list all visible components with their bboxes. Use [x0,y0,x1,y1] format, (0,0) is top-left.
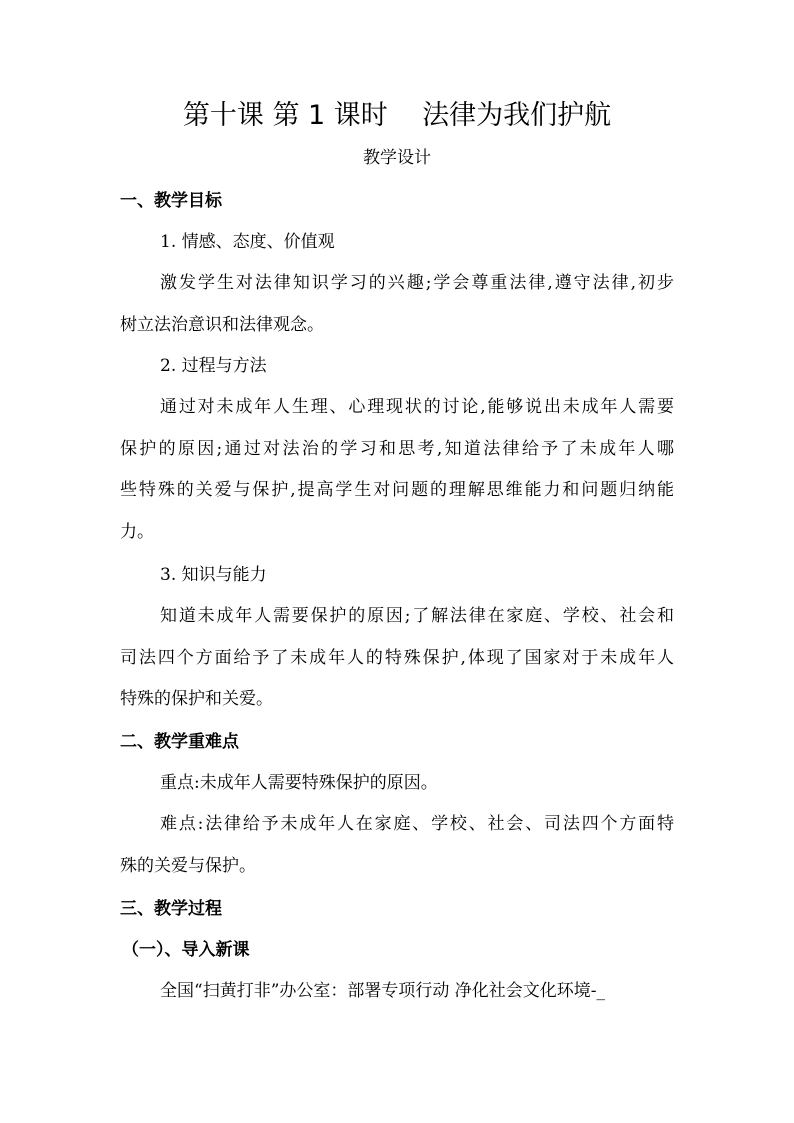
objective-heading-knowledge: 3. 知识与能力 [160,565,267,585]
section-heading-key-points: 二、教学重难点 [120,732,239,752]
paragraph-line: 特殊的保护和关爱。 [120,689,273,709]
document-subtitle: 教学设计 [363,148,431,168]
objective-heading-process: 2. 过程与方法 [160,356,267,376]
document-title: 第十课 第 1 课时 法律为我们护航 [182,100,612,131]
objective-heading-attitude: 1. 情感、态度、价值观 [160,232,335,252]
paragraph-line: 殊的关爱与保护。 [120,856,256,876]
section-heading-objectives: 一、教学目标 [120,191,222,211]
paragraph-line: 通过对未成年人生理、心理现状的讨论,能够说出未成年人需要 [160,397,674,417]
paragraph-line: 全国“扫黄打非”办公室：部署专项行动 净化社会文化环境-_ [160,981,606,1001]
paragraph-line: 知道未成年人需要保护的原因;了解法律在家庭、学校、社会和 [160,606,674,626]
subsection-heading-intro: （一）、导入新课 [122,940,250,960]
paragraph-line: 司法四个方面给予了未成年人的特殊保护,体现了国家对于未成年人 [120,648,674,668]
paragraph-line: 保护的原因;通过对法治的学习和思考,知道法律给予了未成年人哪 [120,439,674,459]
paragraph-line: 些特殊的关爱与保护,提高学生对问题的理解思维能力和问题归纳能 [120,480,674,500]
paragraph-line: 力。 [120,522,154,542]
paragraph-line: 重点:未成年人需要特殊保护的原因。 [160,773,438,793]
section-heading-process: 三、教学过程 [120,899,222,919]
paragraph-line: 树立法治意识和法律观念。 [120,315,324,335]
paragraph-line: 激发学生对法律知识学习的兴趣;学会尊重法律,遵守法律,初步 [160,273,674,293]
paragraph-line: 难点:法律给予未成年人在家庭、学校、社会、司法四个方面特 [160,814,674,834]
